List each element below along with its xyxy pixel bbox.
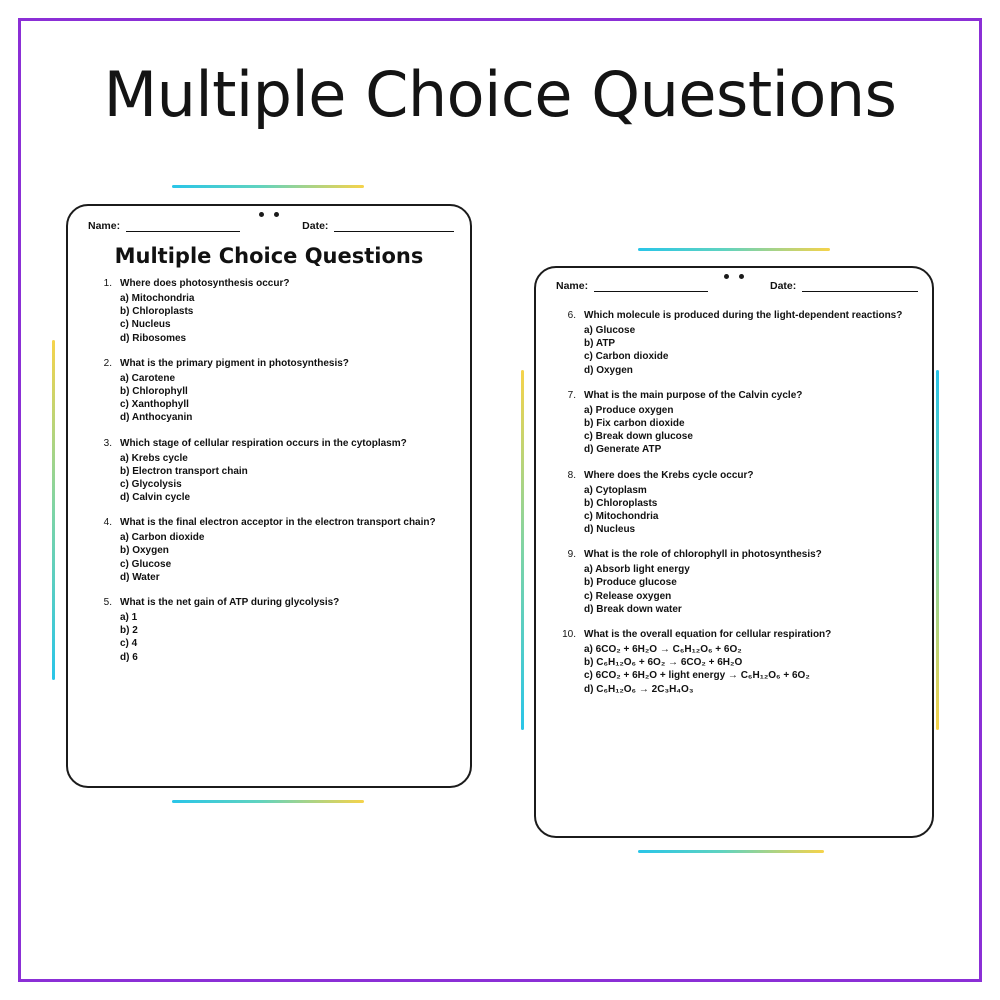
option-c[interactable]: c) Xanthophyll: [120, 399, 189, 411]
question-number: 7.: [567, 389, 576, 401]
option-c[interactable]: c) Glucose: [120, 558, 172, 570]
option-d[interactable]: d) 6: [120, 651, 138, 663]
option-b[interactable]: b) Electron transport chain: [120, 465, 248, 477]
option-d[interactable]: d) Anthocyanin: [120, 412, 193, 424]
date-label: Date:: [302, 220, 329, 232]
option-b[interactable]: b) Produce glucose: [584, 577, 677, 589]
option-a[interactable]: a) 6CO₂ + 6H₂O → C₆H₁₂O₆ + 6O₂: [584, 644, 742, 655]
option-c[interactable]: c) Nucleus: [120, 319, 171, 331]
option-c[interactable]: c) Mitochondria: [584, 510, 659, 522]
question-text: Where does photosynthesis occur?: [120, 278, 290, 289]
decor-bar-bottom-left: [172, 800, 364, 803]
question-text: What is the net gain of ATP during glycolysis?: [120, 597, 340, 608]
name-input-line[interactable]: [126, 231, 240, 232]
option-a[interactable]: a) Glucose: [584, 325, 636, 336]
question-number: 8.: [567, 469, 576, 481]
question-item: [550, 470, 926, 537]
question-text: What is the overall equation for cellular respiration?: [584, 629, 832, 640]
decor-bar-top-right: [638, 248, 830, 251]
question-text: Which stage of cellular respiration occurs in the cytoplasm?: [120, 437, 407, 449]
option-a[interactable]: a) Produce oxygen: [584, 404, 674, 416]
option-a[interactable]: a) Mitochondria: [120, 293, 195, 304]
option-d[interactable]: d) C₆H₁₂O₆ → 2C₃H₄O₃: [584, 683, 694, 695]
option-b[interactable]: b) C₆H₁₂O₆ + 6O₂ → 6CO₂ + 6H₂O: [584, 657, 743, 669]
option-c[interactable]: c) Release oxygen: [584, 590, 672, 602]
question-number: 4.: [103, 517, 112, 529]
date-label: Date:: [769, 280, 797, 292]
question-number: 10.: [562, 629, 576, 640]
name-date-row-2: [556, 280, 918, 292]
question-number: 9.: [567, 549, 576, 561]
option-a[interactable]: a) 1: [120, 612, 138, 623]
option-b[interactable]: b) Fix carbon dioxide: [584, 417, 685, 429]
option-c[interactable]: c) 4: [120, 638, 138, 650]
option-d[interactable]: d) Calvin cycle: [120, 492, 191, 504]
option-c[interactable]: c) 6CO₂ + 6H₂O + light energy → C₆H₁₂O₆ + 6O₂: [584, 670, 810, 682]
question-number: 2.: [103, 357, 112, 369]
option-b[interactable]: b) Oxygen: [120, 545, 169, 557]
option-b[interactable]: b) 2: [120, 625, 138, 637]
option-a[interactable]: a) Krebs cycle: [120, 452, 188, 464]
date-input-line[interactable]: [334, 231, 454, 232]
option-d[interactable]: d) Oxygen: [584, 364, 633, 376]
option-a[interactable]: a) Carbon dioxide: [120, 532, 205, 544]
page-title: Multiple Choice Questions: [103, 58, 897, 131]
question-number: 5.: [103, 597, 112, 608]
option-b[interactable]: b) ATP: [584, 338, 616, 350]
option-a[interactable]: a) Carotene: [120, 372, 176, 384]
name-label: Name:: [88, 220, 121, 232]
option-c[interactable]: c) Break down glucose: [584, 431, 693, 443]
decor-bar-left-1: [52, 340, 55, 680]
question-item: [88, 438, 458, 505]
option-d[interactable]: d) Generate ATP: [584, 444, 662, 456]
decor-bar-right-2: [936, 370, 939, 730]
option-b[interactable]: b) Chloroplasts: [120, 306, 194, 318]
question-number: 3.: [103, 437, 112, 449]
option-a[interactable]: a) Absorb light energy: [584, 564, 690, 576]
option-b[interactable]: b) Chlorophyll: [120, 385, 188, 397]
option-c[interactable]: c) Glycolysis: [120, 478, 182, 490]
decor-bar-left-2: [521, 370, 524, 730]
question-text: What is the final electron acceptor in the electron transport chain?: [120, 517, 436, 529]
question-item: [88, 597, 458, 664]
question-text: What is the role of chlorophyll in photosynthesis?: [584, 549, 822, 561]
question-list-1: [88, 278, 458, 677]
name-input-line[interactable]: [594, 291, 708, 292]
worksheet-sheet-1: [66, 204, 472, 788]
option-d[interactable]: d) Water: [120, 571, 160, 583]
question-item: [88, 358, 458, 425]
question-number: 6.: [567, 310, 576, 321]
question-item: [88, 517, 458, 584]
name-label: Name:: [556, 280, 589, 292]
option-b[interactable]: b) Chloroplasts: [584, 497, 658, 509]
decor-bar-bottom-right: [638, 850, 824, 853]
decor-bar-top-left: [172, 185, 364, 188]
option-a[interactable]: a) Cytoplasm: [584, 484, 647, 496]
question-number: 1.: [103, 278, 112, 289]
option-d[interactable]: d) Nucleus: [584, 524, 636, 536]
question-item: [550, 629, 926, 696]
option-c[interactable]: c) Carbon dioxide: [584, 351, 669, 363]
question-item: [550, 390, 926, 457]
question-item: [550, 549, 926, 616]
worksheet-sheet-2: [534, 266, 934, 838]
option-d[interactable]: d) Break down water: [584, 603, 682, 615]
question-list-2: [550, 310, 926, 709]
sheet-title-1: Multiple Choice Questions: [114, 244, 424, 268]
question-item: [88, 278, 458, 345]
question-text: What is the primary pigment in photosynthesis?: [120, 357, 349, 369]
question-text: Which molecule is produced during the light-dependent reactions?: [584, 310, 903, 321]
option-d[interactable]: d) Ribosomes: [120, 332, 187, 344]
date-input-line[interactable]: [802, 291, 918, 292]
name-date-row-1: [88, 220, 454, 232]
question-text: Where does the Krebs cycle occur?: [584, 469, 754, 481]
question-item: [550, 310, 926, 377]
question-text: What is the main purpose of the Calvin cycle?: [584, 389, 803, 401]
